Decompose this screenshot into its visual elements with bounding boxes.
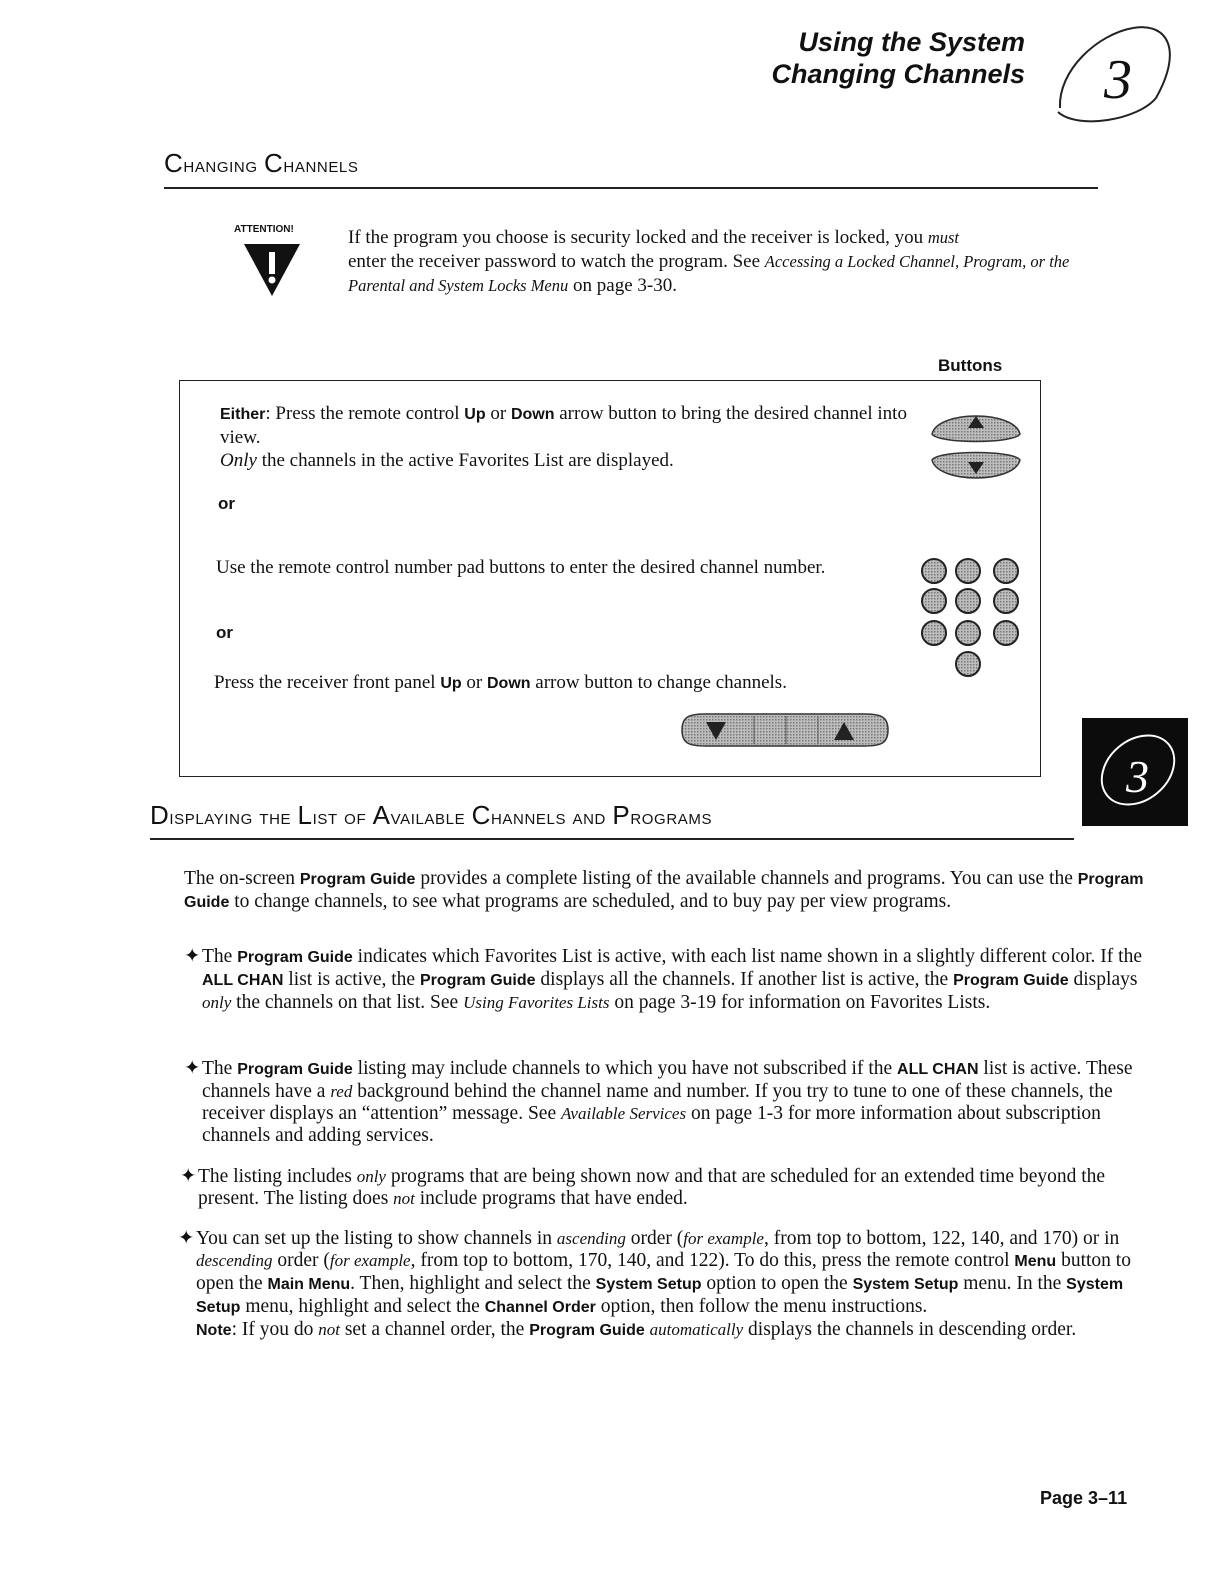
bullet-listing-scope: ✦ The listing includes only programs that are being shown now and that are scheduled for an extended time beyond the present. The listing does not include programs that have ended. (180, 1166, 1106, 1209)
bullet-channel-order: ✦ You can set up the listing to show channels in ascending order (for example, from top to bottom, 122, 140, and 170) or in descending order (for example, from top to bottom, 170, 140, and 122). To do this, press the remote control Menu button to open the Main Menu. Then, highlight and select the System Setup option to open the System Setup menu. In the System Setup menu, highlight and select the Channel Order option, then follow the menu instructions. Note: If you do not set a channel order, the Program Guide automatically displays the channels in descending order. (178, 1228, 1131, 1340)
step-number-pad: Use the remote control number pad buttons to enter the desired channel number. (216, 557, 826, 578)
side-tab-number: 3 (1126, 751, 1149, 802)
step-front-panel: Press the receiver front panel Up or Down arrow button to change channels. (214, 672, 787, 693)
diamond-bullet-icon: ✦ (184, 1058, 201, 1079)
page-number: Page 3–11 (1040, 1488, 1128, 1508)
diamond-bullet-icon: ✦ (178, 1228, 195, 1249)
front-panel-buttons-icon (676, 710, 894, 750)
header-line-1: Using the System (798, 27, 1025, 57)
buttons-column-label: Buttons (938, 356, 1003, 375)
or-label-1: or (218, 494, 235, 513)
section-title-displaying-list: Displaying the List of Available Channels and Programs (150, 800, 713, 830)
number-pad-icon (916, 556, 1028, 680)
bullet-unsubscribed-channels: ✦ The Program Guide listing may include channels to which you have not subscribed if the ALL CHAN list is active. These channels have a red background behind the channel name and number. If you try to tune to one of these channels, the receiver displays an “attention” message. See Available Services on page 1-3 for more information about subscription channels and adding services. (184, 1058, 1133, 1146)
or-label-2: or (216, 623, 233, 642)
header-line-2: Changing Channels (771, 59, 1025, 89)
attention-warning-icon (232, 220, 312, 300)
attention-label: ATTENTION! (234, 224, 294, 235)
running-header (600, 26, 1025, 90)
attention-note: If the program you choose is security locked and the receiver is locked, you must enter the receiver password to watch the program. See Accessing a Locked Channel, Program, or the Parental and System Locks Menu on page 3-30. (348, 227, 1070, 296)
chapter-number: 3 (1104, 49, 1132, 111)
section-title-changing-channels: Changing Channels (164, 148, 359, 178)
chapter-side-tab (1082, 718, 1188, 826)
diamond-bullet-icon: ✦ (184, 946, 201, 967)
diamond-bullet-icon: ✦ (180, 1166, 197, 1187)
bullet-favorites-list: ✦ The Program Guide indicates which Favorites List is active, with each list name shown in a slightly different color. If the ALL CHAN list is active, the Program Guide displays all the channels. If another list is active, the Program Guide displays only the channels on that list. See Using Favorites Lists on page 3-19 for information on Favorites Lists. (184, 946, 1142, 1013)
chapter-badge (1038, 20, 1178, 130)
program-guide-intro: The on-screen Program Guide provides a complete listing of the available channels and programs. You can use the Program Guide to change channels, to see what programs are scheduled, and to buy pay per view programs. (184, 868, 1144, 912)
step-either: Either: Press the remote control Up or Down arrow button to bring the desired channel into view. Only the channels in the active Favorites List are displayed. (220, 403, 907, 471)
section-rule (164, 187, 1098, 189)
section-rule-2 (150, 838, 1074, 840)
remote-up-down-buttons-icon (928, 404, 1024, 490)
